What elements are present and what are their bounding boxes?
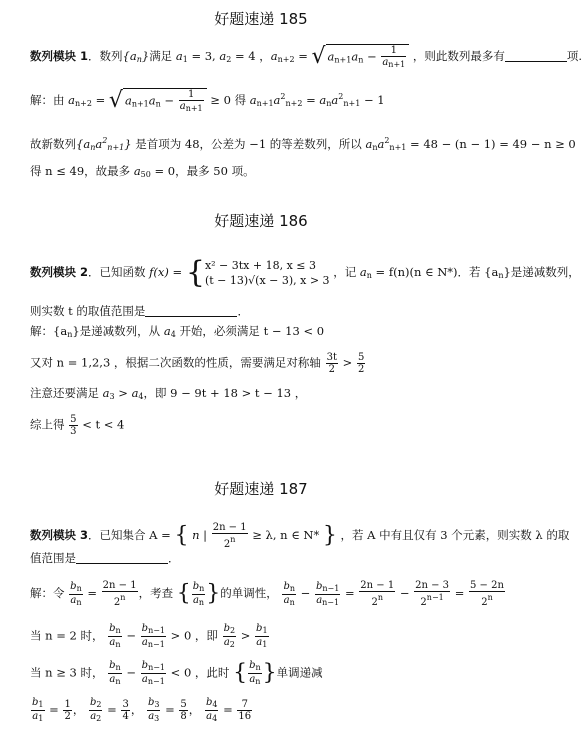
solution-186-line4: 综上得 $\frac{5}{3}$ < t < 4 <box>30 414 125 437</box>
solution-186-line3: 注意还要满足 $a_3 > a_4$，即 9 − 9t + 18 > t − 13 ， <box>30 386 307 401</box>
problem-187: 数列模块 3．已知集合 A = { n | $\frac{2n - 1}{2^n}$ ≥ λ, n ∈ N* } ，若 A 中有且仅有 3 个元素，则实数 λ 的取 <box>30 522 570 550</box>
section-title-186: 好题速递 186 <box>214 212 308 230</box>
answer-blank-186 <box>145 304 237 317</box>
problem-187-cont: 值范围是 ． <box>30 551 180 565</box>
answer-blank-185 <box>505 49 567 62</box>
problem-label: 数列模块 3 <box>30 528 89 542</box>
answer-blank-187 <box>76 551 168 564</box>
section-title-187: 好题速递 187 <box>214 480 308 498</box>
solution-187-line3: 当 n ≥ 3 时， $\frac{b_n}{a_n}$ − $\frac{b_{n-1}}{a_{n-1}}$ < 0 ，此时 { $\frac{b_n}{a_n}$ }单调递减 <box>30 660 323 686</box>
problem-186: 数列模块 2．已知函数 f(x) = {x² − 3tx + 18, x ≤ 3 (t − 13)√(x − 3), x > 3 ，记 $a_n = f(n)(n$ ∈ N*)．若 $\{a_n\}$是递减数列， <box>30 255 580 290</box>
solution-187-line4: $\frac{b_1}{a_1}$ = $\frac{1}{2}$ ， $\frac{b_2}{a_2}$ = $\frac{3}{4}$ ， $\frac{b_3}{a_3}$ = $\frac{5}{8}$ ， $\frac{b_4}{a_4}$ = $\frac{7}{16}$ <box>32 697 252 723</box>
solution-185-line2: 故新数列$\{a_na^2_{n+1}\}$ 是首项为 48，公差为 −1 的等差数列，所以 $a_na^2_{n+1} = 48 - (n - 1) = 49 - n \ge 0$ <box>30 136 576 152</box>
section-title-185: 好题速递 185 <box>214 10 308 28</box>
solution-186-line2: 又对 n = 1,2,3 ，根据二次函数的性质，需要满足对称轴 $\frac{3t}{2}$ > $\frac{5}{2}$ <box>30 352 365 375</box>
problem-label: 数列模块 1 <box>30 49 89 63</box>
problem-label: 数列模块 2 <box>30 265 89 279</box>
problem-185: 数列模块 1．数列$\{a_n\}$满足 $a_1 = 3$, $a_2 = 4$ ，$a_{n+2}$ = √ $a_{n+1}a_n$ − $\frac{1}{a_{n+1}}$ ，则此数列最多有 项. <box>30 44 582 69</box>
solution-187-line2: 当 n = 2 时， $\frac{b_n}{a_n}$ − $\frac{b_{n-1}}{a_{n-1}}$ > 0 ，即 $\frac{b_2}{a_2}$ > $\frac{b_1}{a_1}$ <box>30 623 268 649</box>
solution-185-line1: 解：由 $a_{n+2}$ = √ $a_{n+1}a_n$ − $\frac{1}{a_{n+1}}$ ≥ 0 得 $a_{n+1}a^2_{n+2} = a_na^2_{n+1} - 1$ <box>30 88 385 113</box>
solution-185-line3: 得 n ≤ 49，故最多 $a_{50} = 0$，最多 50 项。 <box>30 164 255 179</box>
problem-186-cont: 则实数 t 的取值范围是 ． <box>30 304 249 318</box>
solution-187-line1: 解：令 $\frac{b_n}{a_n}$ = $\frac{2n - 1}{2^n}$ ，考查 { $\frac{b_n}{a_n}$ }的单调性， $\frac{b_n}{a_n}$ − $\frac{b_{n-1}}{a_{n-1}}$ = $\frac{2n - 1}{2^n}$ − $\frac{2n - 3}{2^{n-1}}$ = $\frac{5 - 2n}{2^n}$ <box>30 580 504 608</box>
solution-186-line1: 解：$\{a_n\}$是递减数列，从 $a_4$ 开始，必须满足 t − 13 < 0 <box>30 324 325 339</box>
